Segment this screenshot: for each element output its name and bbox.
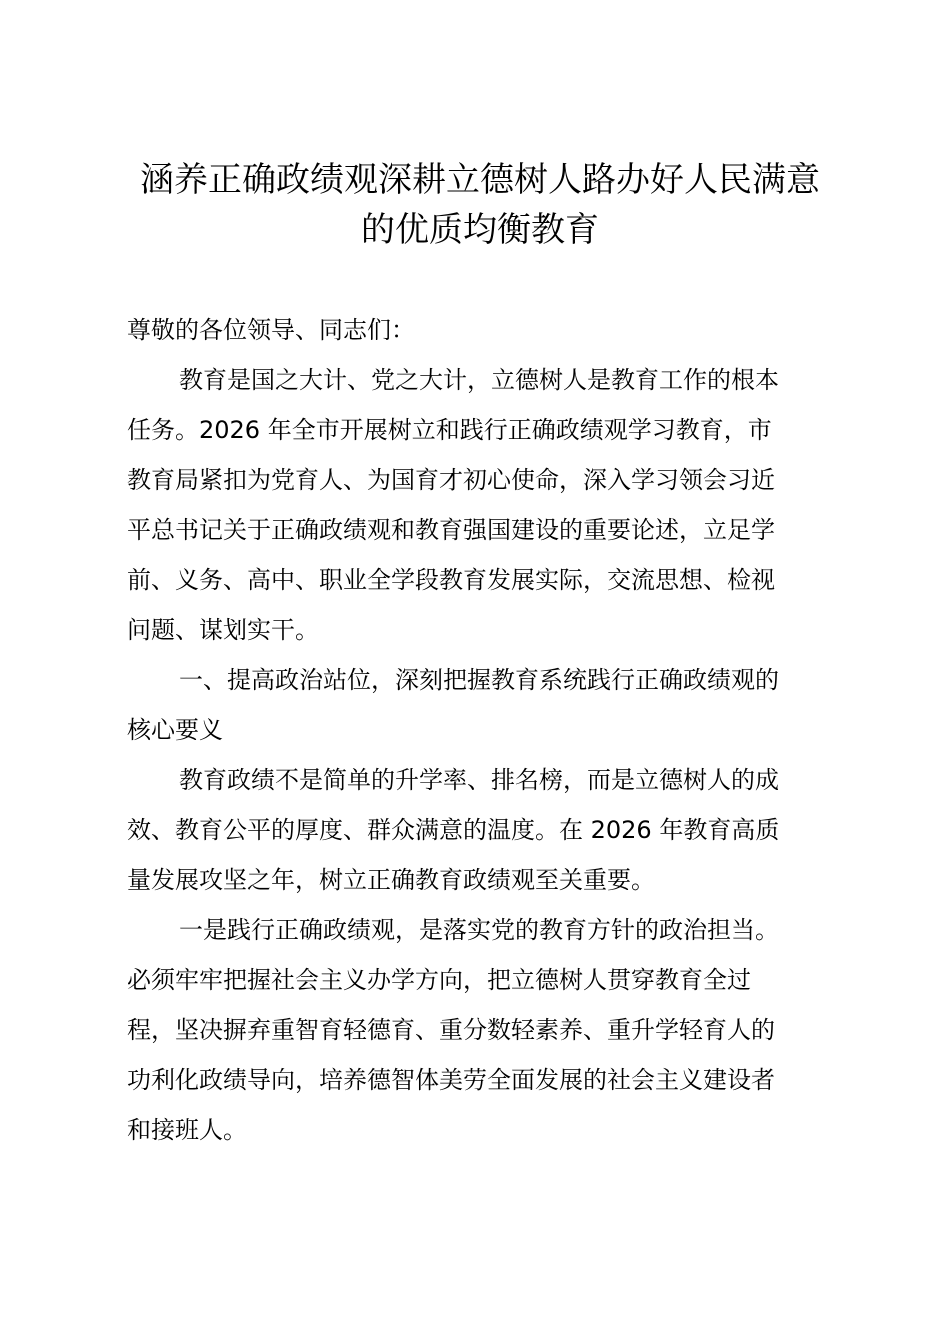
title-line: 涵养正确政绩观深耕立德树人路办好人民满意: [140, 160, 820, 200]
paragraph-line: 任务。2026 年全市开展树立和践行正确政绩观学习教育，市: [127, 416, 772, 444]
paragraph-line: 一是践行正确政绩观，是落实党的教育方针的政治担当。: [179, 916, 779, 944]
paragraph-line: 教育是国之大计、党之大计，立德树人是教育工作的根本: [179, 366, 779, 394]
section-heading-1: [127, 655, 833, 755]
salutation: 尊敬的各位领导、同志们：: [127, 316, 415, 344]
paragraph-line: 教育局紧扣为党育人、为国育才初心使命，深入学习领会习近: [127, 466, 775, 494]
paragraph-line: 功利化政绩导向，培养德智体美劳全面发展的社会主义建设者: [127, 1066, 775, 1094]
paragraph-line: 教育政绩不是简单的升学率、排名榜，而是立德树人的成: [179, 766, 779, 794]
paragraph-line: 平总书记关于正确政绩观和教育强国建设的重要论述，立足学: [127, 516, 775, 544]
heading-line: 核心要义: [127, 716, 223, 744]
title-line: 的优质均衡教育: [361, 210, 599, 250]
paragraph-line: 效、教育公平的厚度、群众满意的温度。在 2026 年教育高质: [127, 816, 780, 844]
paragraph-line: 和接班人。: [127, 1116, 247, 1144]
paragraph-intro: [127, 355, 833, 655]
paragraph-line: 前、义务、高中、职业全学段教育发展实际，交流思想、检视: [127, 566, 775, 594]
paragraph-line: 程，坚决摒弃重智育轻德育、重分数轻素养、重升学轻育人的: [127, 1016, 775, 1044]
paragraph-point-one: [127, 905, 833, 1155]
document-title: [120, 155, 840, 255]
paragraph-line: 量发展攻坚之年，树立正确教育政绩观至关重要。: [127, 866, 655, 894]
paragraph-education-performance: [127, 755, 833, 905]
paragraph-line: 必须牢牢把握社会主义办学方向，把立德树人贯穿教育全过: [127, 966, 751, 994]
document-body: [127, 305, 833, 1155]
heading-line: 一、提高政治站位，深刻把握教育系统践行正确政绩观的: [179, 666, 779, 694]
paragraph-line: 问题、谋划实干。: [127, 616, 319, 644]
